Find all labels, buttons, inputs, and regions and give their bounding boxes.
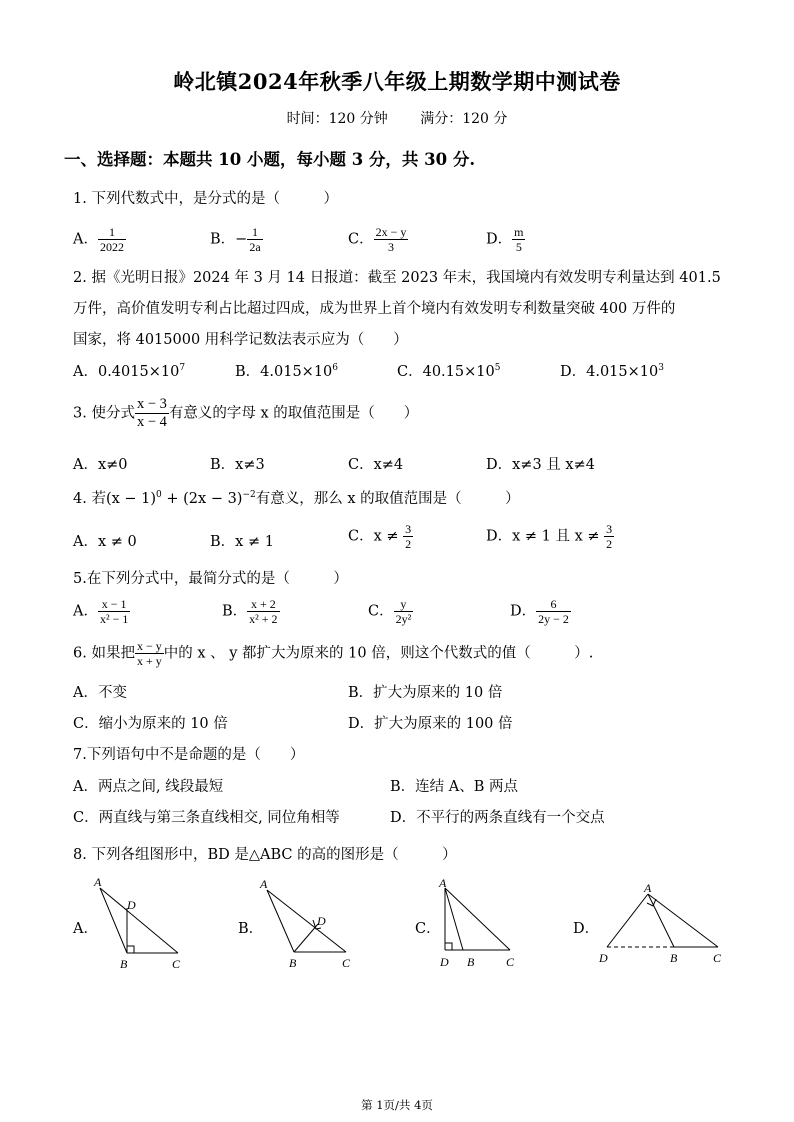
q7-option-c: C．两直线与第三条直线相交, 同位角相等 [73, 810, 340, 826]
fig-d-point-c: C [713, 951, 722, 965]
q3-option-b: B．x≠3 [210, 457, 265, 473]
q8-option-c-label: C． [415, 921, 441, 937]
q6-option-c: C．缩小为原来的 10 倍 [73, 716, 228, 732]
fig-b-point-c: C [342, 956, 351, 970]
q5-option-b: B． $\frac{x + 2}{\text{x² + 2}}$ [222, 597, 278, 626]
q8-option-b-label: B． [238, 921, 264, 937]
q4-option-d: D．x ≠ 1 且 x ≠ $\frac{3}{2}$ [486, 522, 613, 551]
figure-d [607, 894, 718, 947]
q3-option-a: A．x≠0 [73, 457, 128, 473]
q1-option-a: A． $\frac{1}{2022}$ [73, 225, 124, 254]
exam-score: 满分：120 分 [420, 111, 508, 127]
fig-d-point-a: A [644, 881, 652, 895]
q2-option-c: C．$40.15\times 10^5$ [397, 363, 501, 380]
q4-stem: 4. 若$(x - 1)^0 + (2x - 3)^{-2}$有意义，那么 x 的取值范围是（ ） [73, 490, 520, 507]
q6-option-d: D．扩大为原来的 100 倍 [348, 716, 513, 732]
q1-option-d: D． $\frac{m}{5}$ [486, 225, 524, 254]
fig-a-point-b: B [120, 957, 128, 971]
q5-option-d: D． $\frac{6}{2y - 2}$ [510, 597, 569, 626]
fig-a-point-c: C [172, 957, 181, 971]
fig-c-point-a: A [439, 876, 447, 890]
fig-d-point-b: B [670, 951, 678, 965]
q6-option-a: A．不变 [73, 685, 127, 701]
q2-option-a: A．$0.4015\times 10^7$ [73, 363, 186, 380]
q2-line3: 国家，将 4015000 用科学记数法表示应为（ ） [73, 332, 408, 348]
fig-c-point-d: D [440, 955, 449, 969]
q4-option-c: C．x ≠ $\frac{3}{2}$ [348, 522, 412, 551]
q7-option-b: B．连结 A、B 两点 [390, 779, 519, 795]
q3-option-c: C．x≠4 [348, 457, 404, 473]
exam-time: 时间：120 分钟 [286, 111, 388, 127]
q8-option-d-label: D． [573, 921, 600, 937]
q8-option-a-label: A． [73, 921, 98, 937]
q7-option-a: A．两点之间, 线段最短 [73, 779, 224, 795]
q8-stem: 8. 下列各组图形中，BD 是△ABC 的高的图形是（ ） [73, 847, 457, 863]
fig-b-point-b: B [289, 956, 297, 970]
page-footer: 第 1页/共 4页 [361, 1098, 433, 1112]
figure-b [267, 890, 346, 952]
q1-option-c: C． $\frac{2x - y}{3}$ [348, 225, 407, 254]
q7-stem: 7.下列语句中不是命题的是（ ） [73, 747, 305, 763]
figure-c [445, 888, 510, 950]
q7-option-d: D．不平行的两条直线有一个交点 [390, 810, 605, 826]
q4-option-a: A．x ≠ 0 [73, 534, 137, 550]
q5-option-a: A． $\frac{x - 1}{\text{x² − 1}}$ [73, 597, 129, 626]
q5-option-c: C． $\frac{y}{\text{2y²}}$ [368, 597, 412, 626]
fig-c-point-c: C [506, 955, 515, 969]
fig-b-point-d: D [317, 914, 326, 928]
q2-line1: 2. 据《光明日报》2024 年 3 月 14 日报道：截至 2023 年末，我国境内有效发明专利量达到 401.5 [73, 270, 721, 286]
q1-option-b: B．− $\frac{1}{2a}$ [210, 225, 261, 254]
fig-c-point-b: B [467, 955, 475, 969]
fig-a-point-a: A [94, 875, 102, 889]
section-heading: 一、选择题：本题共 10 小题，每小题 3 分，共 30 分. [64, 150, 476, 169]
q4-option-b: B．x ≠ 1 [210, 534, 274, 550]
fig-d-point-d: D [599, 951, 608, 965]
q3-stem: 3. 使分式 $\frac{x - 3}{x - 4}$ 有意义的字母 x 的取值范围是（ ） [73, 396, 419, 430]
fig-a-point-d: D [127, 898, 136, 912]
q3-option-d: D．x≠3 且 x≠4 [486, 457, 595, 473]
figure-a [100, 888, 178, 953]
q2-option-b: B．$4.015\times 10^6$ [235, 363, 339, 380]
fig-b-point-a: A [260, 877, 268, 891]
q5-stem: 5.在下列分式中，最简分式的是（ ） [73, 571, 348, 587]
q1-stem: 1. 下列代数式中，是分式的是（ ） [73, 191, 338, 207]
q2-option-d: D．$4.015\times 10^3$ [560, 363, 664, 380]
q6-stem: 6. 如果把 $\frac{x - y}{x + y}$ 中的 x 、 y 都扩大为原来的 10 倍，则这个代数式的值（ ）. [73, 639, 594, 668]
q6-option-b: B．扩大为原来的 10 倍 [348, 685, 503, 701]
q2-line2: 万件，高价值发明专利占比超过四成，成为世界上首个境内有效发明专利数量突破 400 万件的 [73, 301, 676, 317]
page-title: 岭北镇2024年秋季八年级上期数学期中测试卷 [173, 69, 621, 94]
